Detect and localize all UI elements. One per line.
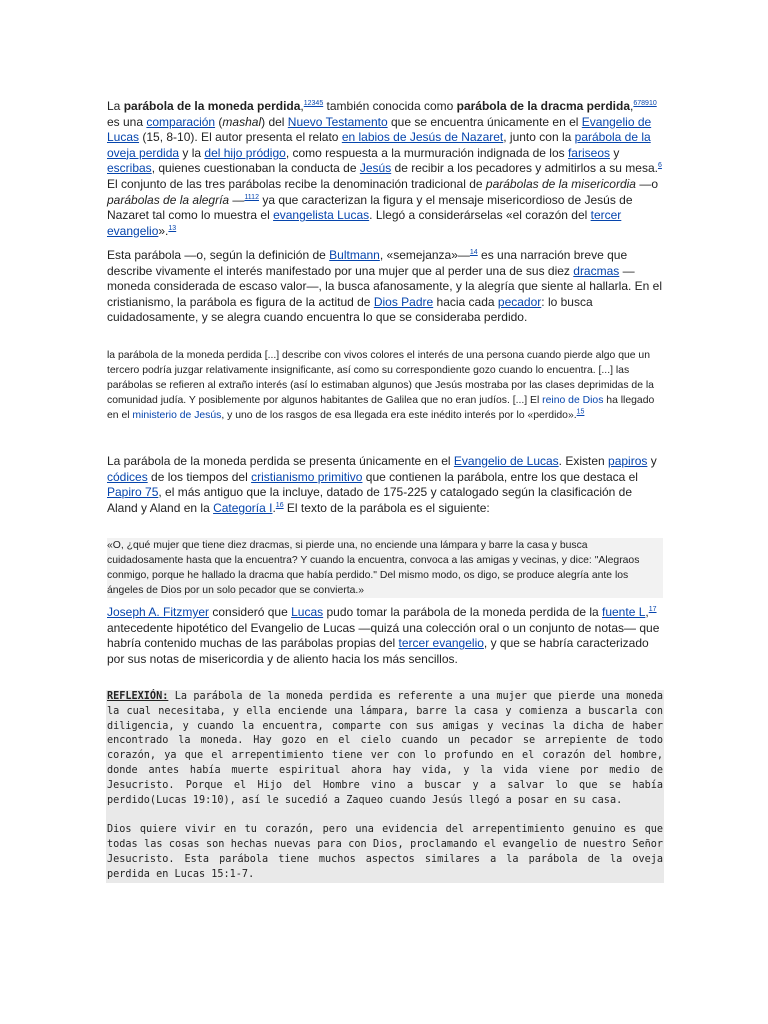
article-link[interactable]: Nuevo Testamento xyxy=(287,114,388,129)
text-run: es una xyxy=(107,114,147,129)
reflexion-spacer xyxy=(107,808,663,823)
article-link[interactable]: Categoría I xyxy=(213,500,273,515)
article-link[interactable]: Evangelio de Lucas xyxy=(107,114,652,145)
text-run: , «semejanza»— xyxy=(379,248,470,262)
text-run: «O, ¿qué mujer que tiene diez dracmas, si pierde una, no enciende una lámpara y barre la casa y busca cuidadosamente hasta que la encuentra? Y cuando la encuentra, convoca a las amigas y vecinas, y dice: "Alegraos conmigo, porque he hallado la dracma que había perdido." Del mismo modo, os digo, se produce alegría ante los ángeles de Dios por un solo pecador que se convierta.» xyxy=(107,540,640,596)
text-run: La xyxy=(107,99,124,113)
reference-link[interactable]: 17 xyxy=(648,606,657,613)
article-link[interactable]: reino de Dios xyxy=(542,395,604,406)
text-run: y xyxy=(610,145,620,160)
article-link[interactable]: tercer evangelio xyxy=(107,208,622,238)
text-run: Esta parábola —o, según la definición de xyxy=(107,248,330,262)
text-run: pudo tomar la parábola de la moneda perdida de la xyxy=(323,605,602,619)
parable-text-quote xyxy=(107,538,663,598)
text-run: también conocida como xyxy=(323,99,457,113)
text-run: , el más antiguo que la incluye, datado de 175-225 y catalogado según la clasificación de Aland y Aland en la xyxy=(107,485,633,515)
italic-text: mashal xyxy=(222,114,262,129)
text-run: , xyxy=(630,99,634,113)
article-link[interactable]: papiros xyxy=(608,454,648,468)
article-link[interactable]: Dios Padre xyxy=(373,294,434,309)
text-run: , quienes cuestionaban la conducta de xyxy=(151,161,360,176)
text-run: La parábola de la moneda perdida se presenta únicamente en el xyxy=(107,454,454,468)
text-run: . Llegó a considerárselas «el corazón del xyxy=(369,208,591,223)
article-link[interactable]: ministerio de Jesús xyxy=(132,410,222,421)
text-run: (15, 8-10). El autor presenta el relato xyxy=(139,130,342,145)
fitzmyer-paragraph xyxy=(107,605,663,667)
text-run: —o xyxy=(635,176,658,191)
article-link[interactable]: Bultmann xyxy=(329,248,380,262)
article-link[interactable]: pecador xyxy=(497,294,542,309)
text-run: ». xyxy=(158,223,169,238)
text-run: , y uno de los rasgos de esa llegada era este inédito interés por lo «perdido». xyxy=(221,410,577,421)
text-run: , y que se habría caracterizado por sus notas de misericordia y de aliento hacia los más sencillos. xyxy=(107,636,649,666)
article-link[interactable]: Joseph A. Fitzmyer xyxy=(107,605,210,619)
text-run: — xyxy=(229,192,245,207)
article-link[interactable]: parábola de la oveja perdida xyxy=(107,130,651,160)
reflexion-paragraph xyxy=(107,690,663,808)
article-link[interactable]: dracmas xyxy=(573,263,620,278)
definition-paragraph xyxy=(107,248,663,326)
bold-text: parábola de la dracma perdida xyxy=(456,99,631,113)
bold-text: parábola de la moneda perdida xyxy=(123,99,301,113)
reference-link[interactable]: 16 xyxy=(275,501,284,509)
commentary-quote xyxy=(107,348,663,423)
text-run: y xyxy=(647,454,657,468)
text-run: antecedente hipotético del Evangelio de Lucas —quizá una colección oral o un conjunto de notas— que habría contenido muchas de las parábolas propias del xyxy=(107,620,660,651)
article-link[interactable]: comparación xyxy=(146,114,216,129)
article-link[interactable]: fariseos xyxy=(567,145,610,160)
reference-link[interactable]: 6 xyxy=(658,162,662,170)
text-run: hacia cada xyxy=(433,294,498,309)
text-run: , xyxy=(300,99,304,113)
reference-link[interactable]: 14 xyxy=(469,249,478,256)
text-run: , xyxy=(645,605,649,619)
article-link[interactable]: Jesús xyxy=(359,161,392,176)
article-link[interactable]: en labios de Jesús de Nazaret xyxy=(341,130,504,145)
article-link[interactable]: fuente L xyxy=(602,605,646,619)
text-run: la parábola de la moneda perdida [...] describe con vivos colores el interés de una persona cuando pierde algo que un tercero podría juzgar relativamente insignificante, así como su correspondiente gozo cuando lo encuentra. [...] las parábolas se refieren al extraño interés (así lo estimaban algunos) que Jesús mostraba por las clases deprimidas de la comunidad judía. Y posiblemente por algunos habitantes de Galilea que no eran judíos. [...] El xyxy=(107,350,654,406)
text-run: El conjunto de las tres parábolas recibe la denominación tradicional de xyxy=(107,176,486,191)
text-run: : lo busca cuidadosamente, y se alegra cuando encuentra lo que se consideraba perdido. xyxy=(107,294,593,325)
text-run: de los tiempos del xyxy=(147,469,252,484)
intro-paragraph xyxy=(107,99,663,239)
article-link[interactable]: Papiro 75 xyxy=(107,485,159,500)
text-run: El texto de la parábola es el siguiente: xyxy=(283,500,490,515)
text-run: , como respuesta a la murmuración indignada de los xyxy=(285,145,568,160)
text-run: es una narración breve que describe vivamente el interés manifestado por una mujer que al perder una de sus diez xyxy=(107,248,628,278)
article-link[interactable]: Evangelio de Lucas xyxy=(453,454,559,468)
text-run: de recibir a los pecadores y admitirlos a su mesa. xyxy=(391,161,658,176)
text-run: ha llegado en el xyxy=(107,395,655,421)
article-link[interactable]: tercer evangelio xyxy=(398,636,484,651)
text-run: . Existen xyxy=(558,454,609,468)
text-run: ( xyxy=(215,114,223,129)
article-link[interactable]: evangelista Lucas xyxy=(273,208,370,223)
text-run: que se encuentra únicamente en el xyxy=(387,114,582,129)
reference-link[interactable]: 678910 xyxy=(633,100,657,107)
reference-link[interactable]: 13 xyxy=(168,224,177,232)
article-link[interactable]: Lucas xyxy=(291,605,324,619)
text-run: y la xyxy=(179,145,205,160)
reflexion-closing: Dios quiere vivir en tu corazón, pero una evidencia del arrepentimiento genuino es que todas las cosas son hechas nuevas para con Dios, proclamando el evangelio de nuestro Señor Jesucristo. Esta parábola tiene muchos aspectos similares a la parábola de la oveja perdida en Lucas 15:1-7. xyxy=(107,824,663,880)
sources-paragraph xyxy=(107,454,663,516)
italic-text: parábolas de la misericordia xyxy=(485,176,636,191)
text-run: que contienen la parábola, entre los que destaca el xyxy=(362,469,638,484)
article-link[interactable]: códices xyxy=(107,469,148,484)
italic-text: parábolas de la alegría xyxy=(107,192,230,207)
article-link[interactable]: cristianismo primitivo xyxy=(251,469,363,484)
text-run: consideró que xyxy=(209,605,292,619)
article-link[interactable]: del hijo pródigo xyxy=(204,145,286,160)
reference-link[interactable]: 15 xyxy=(576,408,585,416)
article-link[interactable]: escribas xyxy=(107,161,152,176)
text-run: —moneda considerada de escaso valor—, la busca afanosamente, y la alegría que siente al hallarla. En el cristianismo, la parábola es figura de la actitud de xyxy=(107,263,663,309)
reflexion-body: La parábola de la moneda perdida es referente a una mujer que pierde una moneda la cual necesitaba, y ella enciende una lámpara, barre la casa y comienza a buscarla con diligencia, y cuando la encuentra, comparte con sus amigas y vecinas la dicha de haber encontrado la moneda. Hay gozo en el cielo cuando un pecador se arrepiente de todo corazón, ya que el arrepentimiento tiene ver con lo profundo en el corazón del hombre, donde antes había muerte espiritual ahora hay vida, y la vida viene por medio de Jesucristo. Porque el Hijo del Hombre vino a buscar y a salvar lo que se había perdido(Lucas 19:10), así le sucedió a Zaqueo cuando Jesús llegó a posar en su casa. xyxy=(107,691,663,806)
reference-link[interactable]: 1112 xyxy=(244,193,259,201)
reflexion-label: REFLEXIÓN: xyxy=(107,691,169,702)
text-run: , junto con la xyxy=(503,130,575,145)
text-run: ya que caracterizan la figura y el mensaje misericordioso de Jesús de Nazaret tal como lo muestra el xyxy=(107,192,633,223)
reference-link[interactable]: 12345 xyxy=(303,100,324,107)
text-run: . xyxy=(272,500,276,515)
reflexion-section xyxy=(106,690,664,883)
text-run: ) del xyxy=(261,114,288,129)
